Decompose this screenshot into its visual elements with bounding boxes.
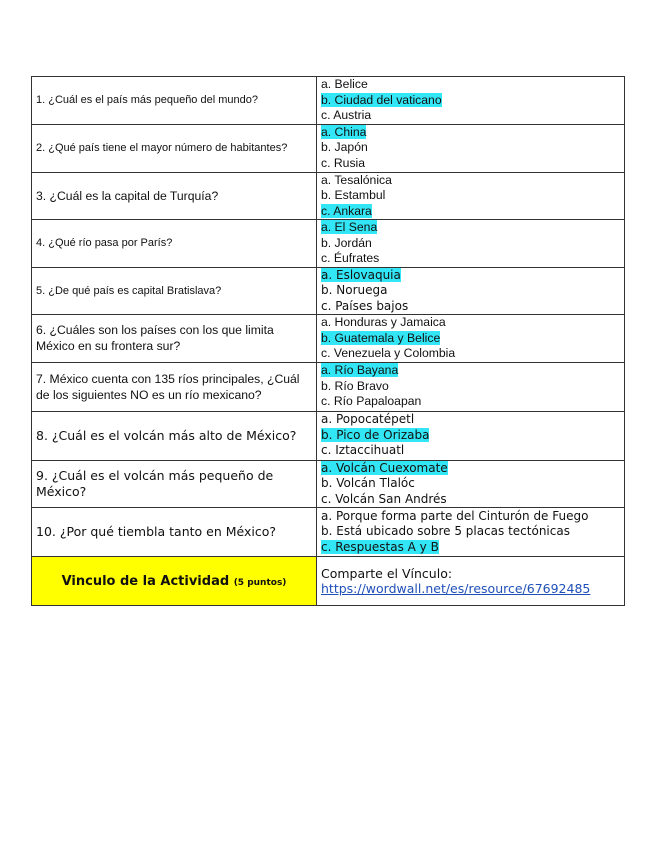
- activity-points: (5 puntos): [233, 577, 287, 588]
- option-a-highlighted: a. Volcán Cuexomate: [321, 460, 448, 475]
- question-row: [32, 124, 625, 172]
- option-b: b. Jordán: [321, 235, 372, 250]
- option-a-highlighted: a. Eslovaquia: [321, 267, 401, 282]
- option-c: c. Venezuela y Colombia: [321, 346, 456, 360]
- question-text: 3. ¿Cuál es la capital de Turquía?: [32, 172, 317, 220]
- question-text: 4. ¿Qué río pasa por París?: [32, 220, 317, 268]
- activity-label: Vinculo de la Actividad: [61, 573, 230, 589]
- question-row: [32, 172, 625, 220]
- question-text: 2. ¿Qué país tiene el mayor número de habitantes?: [32, 124, 317, 172]
- option-c: c. Austria: [321, 108, 372, 122]
- option-b: b. Japón: [321, 140, 368, 155]
- answer-options: [317, 411, 625, 460]
- answer-options: [317, 362, 625, 411]
- activity-link-cell: [317, 557, 625, 606]
- option-b: b. Río Bravo: [321, 378, 389, 393]
- option-c-highlighted: c. Ankara: [321, 203, 372, 218]
- option-b: b. Volcán Tlalóc: [321, 476, 415, 490]
- question-row: [32, 315, 625, 363]
- option-c: c. Volcán San Andrés: [321, 491, 447, 506]
- option-c: c. Río Papaloapan: [321, 394, 422, 409]
- option-a: a. Porque forma parte del Cinturón de Fuego: [321, 508, 589, 523]
- option-c-highlighted: c. Respuestas A y B: [321, 539, 439, 554]
- answer-options: [317, 315, 625, 363]
- question-row: [32, 220, 625, 268]
- option-b: b. Noruega: [321, 283, 388, 297]
- activity-row: [32, 557, 625, 606]
- option-b-highlighted: b. Pico de Orizaba: [321, 427, 430, 442]
- question-text: 9. ¿Cuál es el volcán más pequeño de México?: [32, 460, 317, 508]
- answer-options: [317, 172, 625, 220]
- option-b: b. Estambul: [321, 188, 386, 202]
- option-a: a. Honduras y Jamaica: [321, 315, 446, 329]
- option-b-highlighted: b. Ciudad del vaticano: [321, 92, 442, 107]
- question-row: [32, 77, 625, 125]
- option-b: b. Está ubicado sobre 5 placas tectónicas: [321, 524, 570, 539]
- answer-options: [317, 508, 625, 557]
- answer-options: [317, 77, 625, 125]
- activity-label-cell: [32, 557, 317, 606]
- option-b-highlighted: b. Guatemala y Belice: [321, 330, 441, 345]
- option-c: c. Iztaccihuatl: [321, 443, 405, 458]
- option-a-highlighted: a. China: [321, 124, 367, 139]
- question-row: [32, 411, 625, 460]
- answer-options: [317, 267, 625, 315]
- answer-options: [317, 220, 625, 268]
- question-text: 7. México cuenta con 135 ríos principales, ¿Cuál de los siguientes NO es un río mexicano?: [32, 362, 317, 411]
- question-text: 6. ¿Cuáles son los países con los que limita México en su frontera sur?: [32, 315, 317, 363]
- option-a-highlighted: a. El Sena: [321, 220, 378, 234]
- option-c: c. Rusia: [321, 155, 366, 170]
- answer-options: [317, 460, 625, 508]
- activity-link[interactable]: https://wordwall.net/es/resource/67692485: [321, 581, 591, 596]
- option-a: a. Tesalónica: [321, 172, 392, 187]
- answer-options: [317, 124, 625, 172]
- question-text: 5. ¿De qué país es capital Bratislava?: [32, 267, 317, 315]
- question-text: 1. ¿Cuál es el país más pequeño del mundo?: [32, 77, 317, 125]
- question-row: [32, 267, 625, 315]
- option-a: a. Belice: [321, 77, 368, 91]
- option-c: c. Éufrates: [321, 251, 380, 265]
- quiz-table: [31, 76, 625, 606]
- question-text: 10. ¿Por qué tiembla tanto en México?: [32, 508, 317, 557]
- option-a: a. Popocatépetl: [321, 412, 415, 427]
- question-row: [32, 508, 625, 557]
- option-a-highlighted: a. Río Bayana: [321, 363, 399, 378]
- question-row: [32, 362, 625, 411]
- share-text: Comparte el Vínculo:: [321, 565, 453, 581]
- option-c: c. Países bajos: [321, 298, 409, 313]
- question-text: 8. ¿Cuál es el volcán más alto de México?: [32, 411, 317, 460]
- question-row: [32, 460, 625, 508]
